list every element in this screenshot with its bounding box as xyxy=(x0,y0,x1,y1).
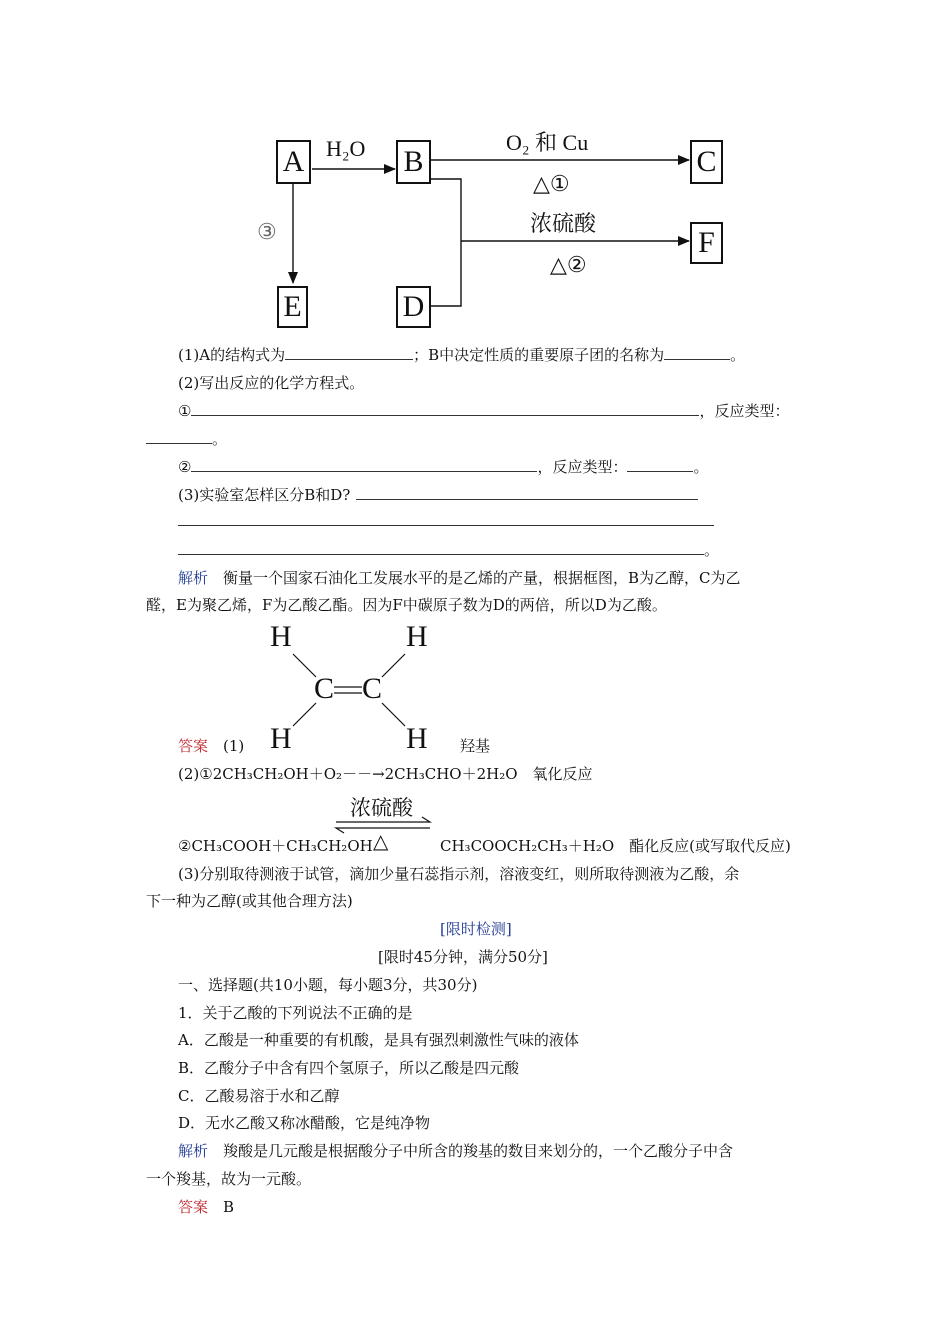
atom-h-3: H xyxy=(270,722,292,755)
reaction-1-end: 。 xyxy=(212,430,228,448)
option-c: C．乙酸易溶于水和乙醇 xyxy=(178,1087,340,1105)
test-analysis-line1 xyxy=(178,1141,733,1161)
section-heading: 一、选择题(共10小题，每小题3分，共30分) xyxy=(178,976,478,994)
analysis-1-label: 解析 xyxy=(178,569,209,587)
atom-h-1: H xyxy=(270,620,292,653)
reaction-2-num: ② xyxy=(178,458,192,476)
box-f: F xyxy=(690,222,723,264)
answer-2-1: (2)①2CH₃CH₂OH＋O₂－－→2CH₃CHO＋2H₂O 氧化反应 xyxy=(178,765,593,783)
q1-end: 。 xyxy=(730,346,746,364)
label-condition-2: △② xyxy=(550,252,587,277)
test-answer-label: 答案 xyxy=(178,1198,209,1216)
answer-1-group: 羟基 xyxy=(460,737,491,755)
option-a: A．乙酸是一种重要的有机酸，是具有强烈刺激性气味的液体 xyxy=(178,1031,579,1049)
answer-2-2-left: ②CH₃COOH＋CH₃CH₂OH xyxy=(178,837,373,855)
q3-end: 。 xyxy=(704,541,720,559)
box-c: C xyxy=(690,140,723,184)
heat-symbol: △ xyxy=(373,831,389,853)
box-d: D xyxy=(396,286,431,328)
question-2: (2)写出反应的化学方程式。 xyxy=(178,374,365,392)
label-condition-1: △① xyxy=(533,171,570,196)
box-e: E xyxy=(277,286,308,328)
q1-text-a: (1)A的结构式为 xyxy=(178,346,286,364)
q3-text: (3)实验室怎样区分B和D? xyxy=(178,486,351,504)
test-analysis-line2: 一个羧基，故为一元酸。 xyxy=(146,1170,312,1188)
atom-c-1: C xyxy=(314,672,335,705)
label-o2-cu: O₂ 和 Cu xyxy=(506,130,589,155)
test-subtitle: [限时45分钟，满分50分] xyxy=(378,948,548,966)
label-concentrated-sulfuric-acid: 浓硫酸 xyxy=(530,211,597,236)
label-h2o: H₂O xyxy=(326,136,366,161)
test-analysis-label: 解析 xyxy=(178,1142,209,1160)
atom-c-2: C xyxy=(362,672,383,705)
atom-h-2: H xyxy=(406,620,428,653)
option-b: B．乙酸分子中含有四个氢原子，所以乙酸是四元酸 xyxy=(178,1059,520,1077)
analysis-1-line2: 醛，E为聚乙烯，F为乙酸乙酯。因为F中碳原子数为D的两倍，所以D为乙酸。 xyxy=(146,596,667,614)
answer-1-part1: (1) xyxy=(223,737,245,755)
test-answer xyxy=(178,1197,234,1217)
reaction-2-end: 。 xyxy=(693,458,709,476)
question-1-stem: 1．关于乙酸的下列说法不正确的是 xyxy=(178,1004,413,1022)
reaction-1-num: ① xyxy=(178,402,192,420)
box-b: B xyxy=(396,140,431,184)
answer-3-line1: (3)分别取待测液于试管，滴加少量石蕊指示剂，溶液变红，则所取待测液为乙酸，余 xyxy=(178,865,740,883)
test-analysis-text1: 羧酸是几元酸是根据酸分子中所含的羧基的数目来划分的，一个乙酸分子中含 xyxy=(223,1142,734,1160)
atom-h-4: H xyxy=(406,722,428,755)
reaction-2-type: ，反应类型： xyxy=(537,458,628,476)
answer-2-2-right: CH₃COOCH₂CH₃＋H₂O 酯化反应(或写取代反应) xyxy=(440,837,791,855)
option-d: D．无水乙酸又称冰醋酸，它是纯净物 xyxy=(178,1114,431,1132)
label-step-3: ③ xyxy=(257,219,277,244)
q1-text-b: ；B中决定性质的重要原子团的名称为 xyxy=(413,346,665,364)
catalyst-label: 浓硫酸 xyxy=(350,796,413,820)
test-answer-value: B xyxy=(223,1198,235,1216)
analysis-1-text1: 衡量一个国家石油化工发展水平的是乙烯的产量，根据框图，B为乙醇，C为乙 xyxy=(223,569,741,587)
forward-arrow xyxy=(336,817,430,822)
answer-3-line2: 下一种为乙醇(或其他合理方法) xyxy=(146,892,353,910)
answer-1-label: 答案 xyxy=(178,737,209,755)
test-title: [限时检测] xyxy=(440,920,512,938)
reaction-1-type: ，反应类型： xyxy=(699,402,790,420)
box-a: A xyxy=(276,140,311,184)
